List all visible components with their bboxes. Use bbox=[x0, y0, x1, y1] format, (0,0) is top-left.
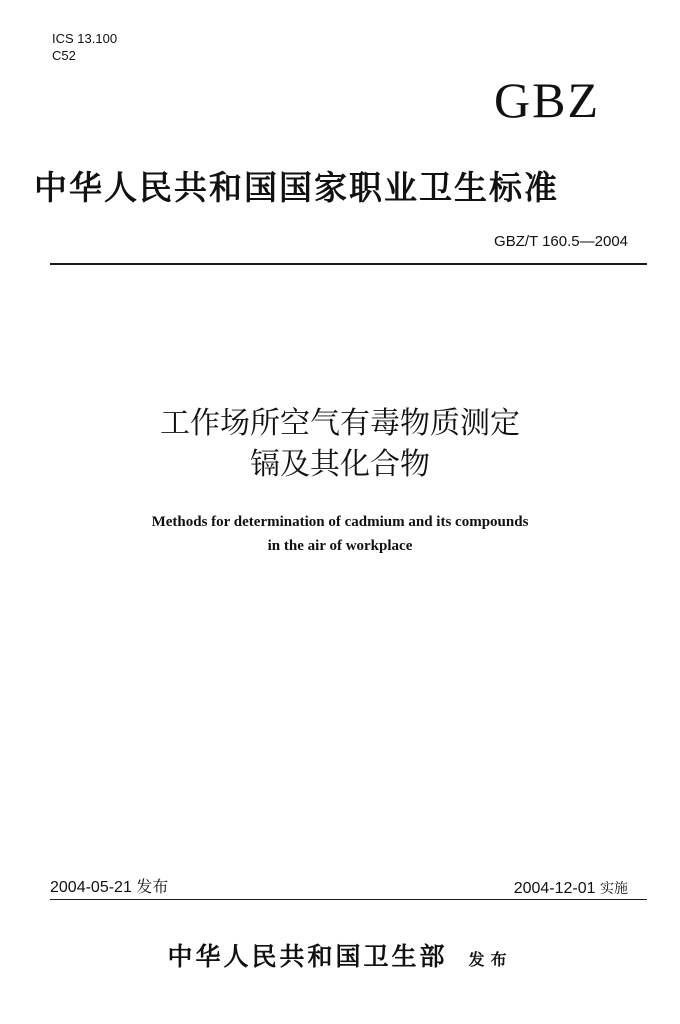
publisher bbox=[0, 937, 680, 973]
footer-divider bbox=[50, 899, 647, 900]
standard-number: GBZ/T 160.5—2004 bbox=[494, 233, 628, 250]
implementation-date-value: 2004-12-01 bbox=[513, 880, 596, 897]
publisher-action: 发布 bbox=[468, 950, 513, 969]
implementation-date bbox=[514, 878, 628, 899]
english-title-line1: Methods for determination of cadmium and its compounds bbox=[151, 514, 529, 530]
publisher-name: 中华人民共和国卫生部 bbox=[167, 942, 448, 971]
ics-code: ICS 13.100 bbox=[52, 31, 118, 46]
issue-date bbox=[50, 878, 168, 898]
chinese-title-line1: 工作场所空气有毒物质测定 bbox=[160, 406, 520, 441]
classification-codes bbox=[52, 30, 117, 64]
issue-date-label: 发布 bbox=[136, 879, 169, 896]
english-title-line2: in the air of workplace bbox=[267, 538, 413, 554]
organization-title: 中华人民共和国国家职业卫生标准 bbox=[34, 168, 559, 207]
series-code: GBZ bbox=[494, 72, 600, 128]
chinese-title-line2: 镉及其化合物 bbox=[250, 447, 430, 482]
header-divider bbox=[50, 263, 647, 265]
implementation-date-label: 实施 bbox=[600, 880, 628, 896]
issue-date-value: 2004-05-21 bbox=[50, 879, 132, 896]
ccs-code: C52 bbox=[52, 48, 76, 63]
